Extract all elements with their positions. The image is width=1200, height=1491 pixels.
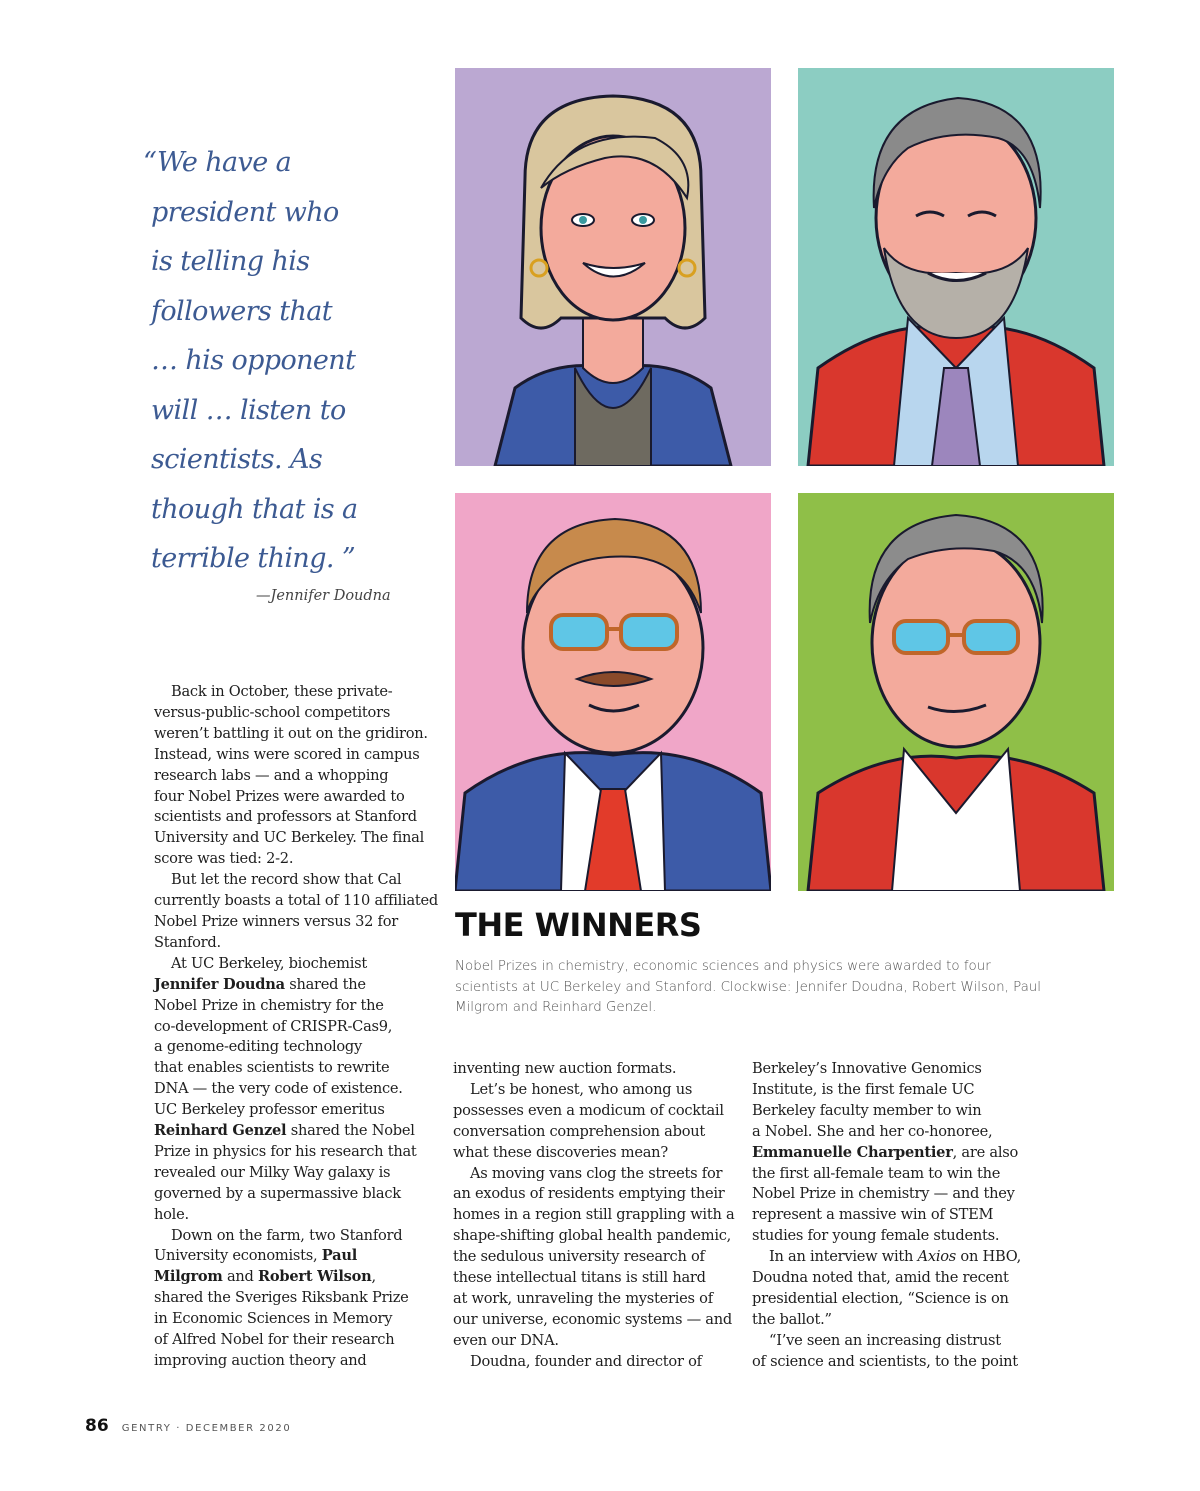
body-line: versus-public-school competitors xyxy=(154,703,391,721)
article-column-3 xyxy=(752,1059,1042,1373)
body-line: hole. xyxy=(154,1205,189,1223)
body-line: Stanford. xyxy=(154,933,221,951)
portrait-paul-milgrom xyxy=(455,493,771,891)
body-line: of Alfred Nobel for their research xyxy=(154,1331,395,1349)
body-line: “I’ve seen an increasing distrust xyxy=(769,1331,1001,1349)
pull-quote-line: scientists. As xyxy=(151,444,323,475)
portrait-illustration xyxy=(798,493,1114,891)
body-line: DNA — the very code of existence. xyxy=(154,1080,403,1098)
name-reinhard-genzel: Reinhard Genzel xyxy=(154,1122,287,1140)
body-line xyxy=(154,1246,444,1267)
portrait-illustration xyxy=(798,68,1114,466)
pull-quote-line: “We have a xyxy=(143,147,292,178)
body-line: scientists and professors at Stanford xyxy=(154,808,417,826)
body-line: revealed our Milky Way galaxy is xyxy=(154,1163,391,1181)
body-line: the ballot.” xyxy=(752,1310,832,1328)
body-line: an exodus of residents emptying their xyxy=(453,1185,725,1203)
body-text: , are also xyxy=(952,1143,1019,1161)
portrait-jennifer-doudna xyxy=(455,68,771,466)
name-emmanuelle-charpentier: Emmanuelle Charpentier xyxy=(752,1143,953,1161)
body-line: Let’s be honest, who among us xyxy=(470,1080,693,1098)
name-paul: Paul xyxy=(321,1247,357,1265)
body-line: these intellectual titans is still hard xyxy=(453,1269,706,1287)
body-line: Nobel Prize winners versus 32 for xyxy=(154,912,398,930)
body-text: University economists, xyxy=(154,1247,322,1265)
body-line xyxy=(154,1121,444,1142)
body-line: weren’t battling it out on the gridiron. xyxy=(154,724,428,742)
body-line: Nobel Prize in chemistry — and they xyxy=(752,1185,1015,1203)
section-heading: THE WINNERS xyxy=(455,906,702,944)
body-line: But let the record show that Cal xyxy=(171,871,402,889)
pull-quote-line: will … listen to xyxy=(151,394,346,426)
portrait-illustration xyxy=(455,68,771,466)
body-line: presidential election, “Science is on xyxy=(752,1289,1009,1307)
name-jennifer-doudna: Jennifer Doudna xyxy=(154,975,285,993)
body-line: Doudna noted that, amid the recent xyxy=(752,1269,1009,1287)
body-line xyxy=(154,1267,444,1288)
body-line: in Economic Sciences in Memory xyxy=(154,1310,393,1328)
body-text: shared the Nobel xyxy=(286,1122,415,1140)
body-line: conversation comprehension about xyxy=(453,1122,706,1140)
body-line: UC Berkeley professor emeritus xyxy=(154,1101,385,1119)
body-line xyxy=(752,1143,1042,1164)
body-text: and xyxy=(222,1268,259,1286)
body-line: As moving vans clog the streets for xyxy=(470,1164,723,1182)
body-line: at work, unraveling the mysteries of xyxy=(453,1289,713,1307)
portrait-reinhard-genzel xyxy=(798,493,1114,891)
body-line: studies for young female students. xyxy=(752,1227,1000,1245)
body-line: governed by a supermassive black xyxy=(154,1184,401,1202)
page-footer xyxy=(85,1416,291,1436)
body-line xyxy=(154,975,444,996)
body-text: on HBO, xyxy=(956,1248,1021,1266)
body-line: shape-shifting global health pandemic, xyxy=(453,1227,732,1245)
body-line: currently boasts a total of 110 affiliated xyxy=(154,892,439,910)
body-line: Down on the farm, two Stanford xyxy=(171,1226,403,1244)
body-line: four Nobel Prizes were awarded to xyxy=(154,787,405,805)
body-text: shared the xyxy=(284,975,366,993)
pull-quote-line: is telling his xyxy=(151,246,310,277)
pull-quote xyxy=(143,138,433,584)
body-line: our universe, economic systems — and xyxy=(453,1310,732,1328)
body-line: Back in October, these private- xyxy=(171,683,393,700)
body-line: that enables scientists to rewrite xyxy=(154,1059,390,1077)
body-line: University and UC Berkeley. The final xyxy=(154,829,425,847)
body-line: of science and scientists, to the point xyxy=(752,1352,1018,1370)
body-line: the sedulous university research of xyxy=(453,1248,705,1266)
portrait-illustration xyxy=(455,493,771,891)
article-column-2 xyxy=(453,1059,743,1373)
body-line: Nobel Prize in chemistry for the xyxy=(154,996,384,1014)
photo-caption: Nobel Prizes in chemistry, economic sciences and physics were awarded to four scientists at UC Berkeley and Stanford. Clockwise: Jennifer Doudna, Robert Wilson, Paul Milgrom and Reinhard Genzel. xyxy=(455,959,1041,1015)
article-column-1 xyxy=(154,682,444,1372)
body-line: a Nobel. She and her co-honoree, xyxy=(752,1122,993,1140)
body-line: score was tied: 2-2. xyxy=(154,850,294,868)
body-line: shared the Sveriges Riksbank Prize xyxy=(154,1289,409,1307)
body-line: inventing new auction formats. xyxy=(453,1060,677,1077)
pull-quote-line: … his opponent xyxy=(151,345,356,376)
pull-quote-line: though that is a xyxy=(151,493,358,525)
body-line: Prize in physics for his research that xyxy=(154,1142,417,1160)
publication-line: GENTRY · DECEMBER 2020 xyxy=(121,1423,292,1434)
body-text: , xyxy=(371,1268,376,1286)
body-line: represent a massive win of STEM xyxy=(752,1206,994,1224)
body-line: co-development of CRISPR-Cas9, xyxy=(154,1017,393,1035)
body-line: homes in a region still grappling with a xyxy=(453,1206,735,1224)
body-line xyxy=(752,1247,1042,1268)
body-text: In an interview with xyxy=(769,1248,918,1266)
body-line: the first all-female team to win the xyxy=(752,1164,1001,1182)
portrait-robert-wilson xyxy=(798,68,1114,466)
pull-quote-line: president who xyxy=(151,196,339,228)
pull-quote-line: followers that xyxy=(151,295,332,327)
body-line: even our DNA. xyxy=(453,1331,559,1349)
body-line: research labs — and a whopping xyxy=(154,766,389,784)
body-line: possesses even a modicum of cocktail xyxy=(453,1101,724,1119)
body-line: a genome-editing technology xyxy=(154,1038,363,1056)
page-number: 86 xyxy=(85,1416,109,1436)
name-milgrom: Milgrom xyxy=(154,1268,223,1286)
pull-quote-attribution: —Jennifer Doudna xyxy=(256,588,391,604)
publication-axios: Axios xyxy=(917,1248,957,1266)
body-line: Berkeley’s Innovative Genomics xyxy=(752,1060,982,1077)
body-line: At UC Berkeley, biochemist xyxy=(171,954,367,972)
body-line: improving auction theory and xyxy=(154,1352,367,1369)
pull-quote-line: terrible thing. ” xyxy=(151,543,356,574)
body-line: what these discoveries mean? xyxy=(453,1143,668,1161)
body-line: Instead, wins were scored in campus xyxy=(154,745,420,763)
body-line: Berkeley faculty member to win xyxy=(752,1101,982,1119)
body-line: Institute, is the first female UC xyxy=(752,1080,975,1098)
name-robert-wilson: Robert Wilson xyxy=(258,1268,372,1286)
body-line: Doudna, founder and director of xyxy=(470,1352,702,1370)
